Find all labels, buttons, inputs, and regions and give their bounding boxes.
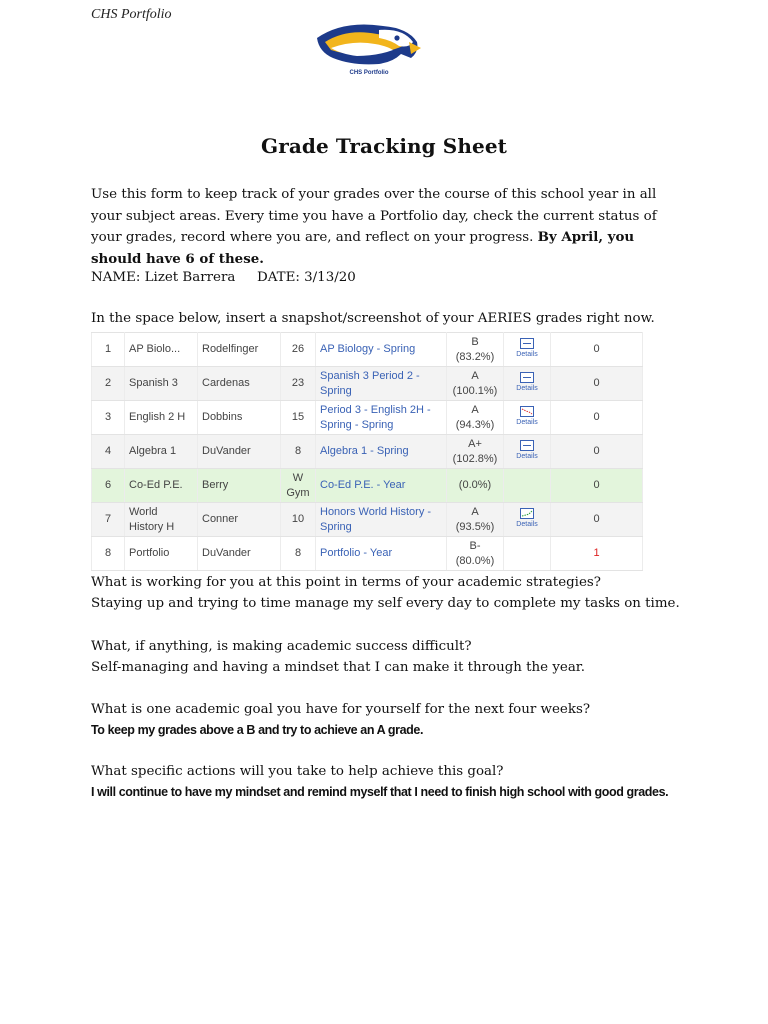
period-cell: 7 xyxy=(92,503,125,537)
details-button[interactable] xyxy=(516,440,537,461)
details-cell xyxy=(504,401,551,435)
missing-count-cell: 1 xyxy=(551,537,643,571)
table-row xyxy=(92,367,643,401)
course-cell: World History H xyxy=(125,503,198,537)
teacher-cell: DuVander xyxy=(198,435,281,469)
grade-percent: (80.0%) xyxy=(455,554,495,567)
table-row xyxy=(92,503,643,537)
teacher-cell: Dobbins xyxy=(198,401,281,435)
room-cell: 8 xyxy=(281,537,316,571)
grade-mark: B- xyxy=(469,539,481,552)
missing-count-cell: 0 xyxy=(551,469,643,503)
details-label: Details xyxy=(516,385,538,392)
grade-cell xyxy=(447,333,504,367)
grade-cell xyxy=(447,401,504,435)
room-cell: 23 xyxy=(281,367,316,401)
course-cell: English 2 H xyxy=(125,401,198,435)
gradebook-link[interactable]: AP Biology - Spring xyxy=(316,333,447,367)
room-cell: 15 xyxy=(281,401,316,435)
question-1: What is working for you at this point in terms of your academic strategies? xyxy=(91,575,601,590)
entry-date: DATE: 3/13/20 xyxy=(257,270,356,285)
missing-count-cell: 0 xyxy=(551,401,643,435)
grade-percent: (0.0%) xyxy=(458,479,492,491)
course-cell: Co-Ed P.E. xyxy=(125,469,198,503)
period-cell: 6 xyxy=(92,469,125,503)
period-cell: 1 xyxy=(92,333,125,367)
trend-up-icon xyxy=(516,508,537,519)
answer-4: I will continue to have my mindset and remind myself that I need to finish high school with good grades. xyxy=(91,785,669,799)
details-button[interactable] xyxy=(516,508,537,529)
details-button[interactable] xyxy=(516,372,537,393)
table-row xyxy=(92,401,643,435)
table-row xyxy=(92,435,643,469)
question-2: What, if anything, is making academic success difficult? xyxy=(91,639,472,654)
grade-percent: (93.5%) xyxy=(455,520,495,533)
grade-percent: (94.3%) xyxy=(455,418,495,431)
list-icon xyxy=(516,338,537,349)
missing-count-cell: 0 xyxy=(551,367,643,401)
room-cell: 26 xyxy=(281,333,316,367)
details-cell xyxy=(504,367,551,401)
grade-mark: B xyxy=(471,335,479,348)
answer-3: To keep my grades above a B and try to achieve an A grade. xyxy=(91,723,424,737)
question-3: What is one academic goal you have for yourself for the next four weeks? xyxy=(91,702,590,717)
period-cell: 4 xyxy=(92,435,125,469)
details-cell xyxy=(504,333,551,367)
table-row xyxy=(92,537,643,571)
table-row xyxy=(92,469,643,503)
gradebook-link[interactable]: Period 3 - English 2H - Spring - Spring xyxy=(316,401,447,435)
course-cell: Spanish 3 xyxy=(125,367,198,401)
trend-down-icon xyxy=(516,406,537,417)
list-icon xyxy=(516,440,537,451)
details-button[interactable] xyxy=(516,406,537,427)
period-cell: 2 xyxy=(92,367,125,401)
course-cell: Portfolio xyxy=(125,537,198,571)
table-row xyxy=(92,333,643,367)
grade-mark: A+ xyxy=(468,437,482,450)
question-block-4 xyxy=(91,761,691,802)
details-cell xyxy=(504,503,551,537)
details-label: Details xyxy=(516,453,538,460)
teacher-cell: Berry xyxy=(198,469,281,503)
room-cell: W Gym xyxy=(281,469,316,503)
name-date-line xyxy=(91,270,356,285)
missing-count-cell: 0 xyxy=(551,333,643,367)
grade-mark: A xyxy=(471,403,479,416)
missing-count-cell: 0 xyxy=(551,503,643,537)
instruction-text: In the space below, insert a snapshot/screenshot of your AERIES grades right now. xyxy=(91,311,655,326)
answer-2: Self-managing and having a mindset that I can make it through the year. xyxy=(91,660,585,675)
aeries-grades-table xyxy=(91,332,643,571)
grade-cell xyxy=(447,435,504,469)
question-block-3 xyxy=(91,699,691,741)
logo-caption: CHS Portfolio xyxy=(349,70,389,76)
details-button[interactable] xyxy=(516,338,537,359)
room-cell: 10 xyxy=(281,503,316,537)
intro-bold-text: By April, you should have 6 of these. xyxy=(91,229,635,267)
gradebook-link[interactable]: Spanish 3 Period 2 - Spring xyxy=(316,367,447,401)
intro-text: Use this form to keep track of your grades over the course of this school year in all your subject areas. Every time you have a Portfolio day, check the current status of your grades, record where you are, and reflect on your progress. xyxy=(91,187,657,245)
answer-1: Staying up and trying to time manage my self every day to complete my tasks on time. xyxy=(91,596,680,611)
course-cell: AP Biolo... xyxy=(125,333,198,367)
gradebook-link[interactable]: Honors World History - Spring xyxy=(316,503,447,537)
grade-percent: (83.2%) xyxy=(455,350,495,363)
grade-cell xyxy=(447,537,504,571)
page-title: Grade Tracking Sheet xyxy=(261,134,507,158)
question-4: What specific actions will you take to help achieve this goal? xyxy=(91,764,504,779)
missing-count-cell: 0 xyxy=(551,435,643,469)
details-label: Details xyxy=(516,521,538,528)
teacher-cell: Cardenas xyxy=(198,367,281,401)
teacher-cell: DuVander xyxy=(198,537,281,571)
period-cell: 3 xyxy=(92,401,125,435)
grade-percent: (100.1%) xyxy=(452,384,498,397)
gradebook-link[interactable]: Portfolio - Year xyxy=(316,537,447,571)
grade-cell xyxy=(447,503,504,537)
details-label: Details xyxy=(516,419,538,426)
grade-percent: (102.8%) xyxy=(452,452,498,465)
grade-cell xyxy=(447,367,504,401)
course-cell: Algebra 1 xyxy=(125,435,198,469)
intro-paragraph xyxy=(91,184,681,270)
details-label: Details xyxy=(516,351,538,358)
room-cell: 8 xyxy=(281,435,316,469)
list-icon xyxy=(516,372,537,383)
question-block-1 xyxy=(91,572,691,614)
period-cell: 8 xyxy=(92,537,125,571)
teacher-cell: Conner xyxy=(198,503,281,537)
question-block-2 xyxy=(91,636,691,678)
details-cell xyxy=(504,435,551,469)
grade-cell xyxy=(447,469,504,503)
gradebook-link[interactable]: Co-Ed P.E. - Year xyxy=(316,469,447,503)
details-cell xyxy=(504,537,551,571)
grade-mark: A xyxy=(471,369,479,382)
details-cell xyxy=(504,469,551,503)
student-name: NAME: Lizet Barrera xyxy=(91,270,236,285)
grade-mark: A xyxy=(471,505,479,518)
gradebook-link[interactable]: Algebra 1 - Spring xyxy=(316,435,447,469)
teacher-cell: Rodelfinger xyxy=(198,333,281,367)
header-portfolio-label: CHS Portfolio xyxy=(91,7,172,22)
